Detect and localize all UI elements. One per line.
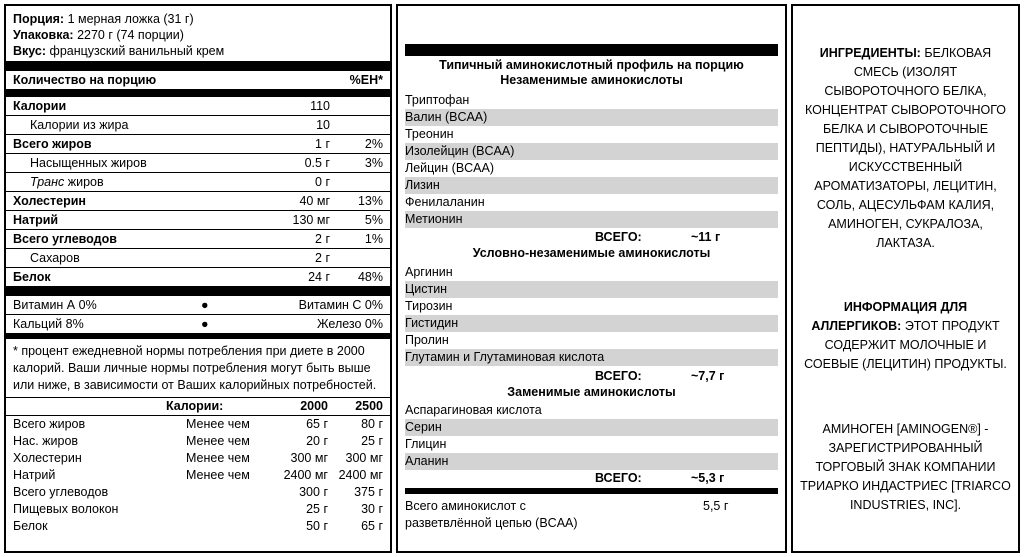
dv-label: %ЕН*	[349, 73, 383, 87]
package-label: Упаковка:	[13, 28, 74, 42]
vitamin-row	[6, 296, 390, 315]
protein-label: Белок	[13, 270, 51, 284]
amount-per-serving-row	[6, 71, 390, 90]
daily-row-name: Всего углеводов	[13, 485, 109, 499]
essential-total-label: ВСЕГО:	[595, 230, 642, 244]
daily-head-2500: 2500	[355, 399, 383, 413]
nutrition-facts-panel	[4, 4, 392, 553]
protein-pct: 48%	[357, 270, 383, 284]
amino-acid-panel	[396, 4, 787, 553]
bcaa-value: 5,5 г	[703, 499, 729, 513]
trans-fat-label	[30, 175, 104, 189]
conditional-title: Условно-незаменимые аминокислоты	[472, 246, 711, 260]
nonessential-title: Заменимые аминокислоты	[507, 385, 676, 399]
daily-row-name: Холестерин	[13, 451, 82, 465]
sugar-label: Сахаров	[30, 251, 80, 265]
daily-row-name: Натрий	[13, 468, 56, 482]
footnote: * процент ежедневной нормы потребления при диете в 2000 калорий. Ваши личные нормы потребления могут быть выше или ниже, в зависимости от Ваших калорийных потребностей.	[13, 344, 377, 392]
sodium-pct: 5%	[364, 213, 383, 227]
cholesterol-pct: 13%	[357, 194, 383, 208]
sodium-value: 130 мг	[292, 213, 330, 227]
daily-row-2500: 30 г	[361, 502, 383, 516]
protein-row	[6, 268, 390, 286]
bcaa-row	[405, 498, 778, 532]
daily-head-2000: 2000	[300, 399, 328, 413]
conditional-total-row	[405, 368, 778, 385]
table-row	[6, 450, 390, 467]
carb-row	[6, 230, 390, 249]
daily-row-2500: 375 г	[354, 485, 383, 499]
vitamin-a: Витамин А 0%	[13, 298, 97, 312]
list-item: Лизин	[405, 177, 778, 194]
flavor-label: Вкус:	[13, 44, 47, 58]
calories-label: Калории	[13, 99, 67, 113]
amount-per-serving-label: Количество на порцию	[13, 73, 157, 87]
bullet-icon: ●	[201, 298, 209, 312]
total-fat-label: Всего жиров	[13, 137, 92, 151]
flavor-line	[13, 43, 383, 59]
sat-fat-label: Насыщенных жиров	[30, 156, 147, 170]
total-fat-value: 1 г	[315, 137, 330, 151]
protein-value: 24 г	[308, 270, 330, 284]
package-line	[13, 27, 383, 43]
serving-line	[13, 11, 383, 27]
total-fat-pct: 2%	[364, 137, 383, 151]
daily-row-2000: 25 г	[306, 502, 328, 516]
conditional-total-label: ВСЕГО:	[595, 369, 642, 383]
trans-italic: Транс	[30, 175, 65, 189]
daily-row-name: Пищевых волокон	[13, 502, 119, 516]
ingredients-panel	[791, 4, 1020, 553]
carb-label: Всего углеводов	[13, 232, 117, 246]
daily-head-calories: Калории:	[166, 399, 224, 413]
calories-fat-label: Калории из жира	[30, 118, 129, 132]
trans-fat-row	[6, 173, 390, 192]
calories-value: 110	[310, 99, 330, 113]
sat-fat-pct: 3%	[364, 156, 383, 170]
trademark-notice: АМИНОГЕН [AMINOGEN®] - ЗАРЕГИСТРИРОВАННЫЙ ТОРГОВЫЙ ЗНАК КОМПАНИИ ТРИАРКО ИНДАСТРИЕС [TRIARCO INDUSTRIES, INC].	[800, 422, 1011, 512]
table-row	[6, 416, 390, 433]
list-item: Треонин	[405, 127, 454, 141]
sugar-row	[6, 249, 390, 268]
serving-info	[6, 6, 390, 59]
list-item: Триптофан	[405, 93, 470, 107]
daily-row-qual: Менее чем	[186, 434, 250, 448]
total-fat-row	[6, 135, 390, 154]
medium-divider	[6, 90, 390, 97]
daily-row-2000: 65 г	[306, 417, 328, 431]
mineral-row	[6, 315, 390, 333]
carb-pct: 1%	[364, 232, 383, 246]
list-item: Гистидин	[405, 315, 778, 332]
medium-divider	[405, 488, 778, 494]
serving-value: 1 мерная ложка (31 г)	[67, 12, 194, 26]
cholesterol-value: 40 мг	[299, 194, 330, 208]
daily-row-2500: 300 мг	[345, 451, 383, 465]
ingredients-block	[799, 44, 1012, 253]
list-item: Глицин	[405, 437, 447, 451]
list-item: Изолейцин (BCAA)	[405, 143, 778, 160]
sugar-value: 2 г	[315, 251, 330, 265]
nonessential-total-value: ~5,3 г	[691, 471, 725, 485]
table-row	[6, 501, 390, 518]
list-item: Аргинин	[405, 265, 453, 279]
list-item: Цистин	[405, 281, 778, 298]
calcium: Кальций 8%	[13, 317, 84, 331]
amino-title: Типичный аминокислотный профиль на порцию	[439, 58, 744, 72]
carb-value: 2 г	[315, 232, 330, 246]
daily-row-2500: 80 г	[361, 417, 383, 431]
daily-row-2500: 2400 мг	[338, 468, 383, 482]
thick-divider	[6, 61, 390, 71]
daily-row-qual: Менее чем	[186, 468, 250, 482]
package-value: 2270 г (74 порции)	[77, 28, 184, 42]
sat-fat-row	[6, 154, 390, 173]
list-item: Пролин	[405, 333, 449, 347]
table-row	[6, 518, 390, 535]
thick-divider	[6, 286, 390, 296]
daily-row-qual: Менее чем	[186, 451, 250, 465]
daily-row-2000: 300 мг	[290, 451, 328, 465]
calories-row	[6, 97, 390, 116]
essential-total-value: ~11 г	[691, 230, 721, 244]
list-item: Аспарагиновая кислота	[405, 403, 542, 417]
ingredients-label: ИНГРЕДИЕНТЫ:	[819, 46, 921, 60]
allergen-block	[799, 298, 1012, 374]
daily-row-name: Всего жиров	[13, 417, 86, 431]
cholesterol-row	[6, 192, 390, 211]
essential-total-row	[405, 229, 778, 246]
list-item: Валин (BCAA)	[405, 109, 778, 126]
iron: Железо 0%	[317, 317, 383, 331]
daily-row-2000: 50 г	[306, 519, 328, 533]
trans-rest: жиров	[64, 175, 104, 189]
list-item: Фенилаланин	[405, 195, 485, 209]
essential-title: Незаменимые аминокислоты	[500, 73, 683, 87]
daily-values-table	[6, 397, 390, 535]
allergen-label: ИНФОРМАЦИЯ ДЛЯ АЛЛЕРГИКОВ:	[811, 300, 968, 333]
table-row	[6, 467, 390, 484]
list-item: Глутамин и Глутаминовая кислота	[405, 349, 778, 366]
list-item: Метионин	[405, 211, 778, 228]
daily-row-2000: 2400 мг	[283, 468, 328, 482]
calories-fat-row	[6, 116, 390, 135]
list-item: Серин	[405, 419, 778, 436]
daily-row-2000: 20 г	[306, 434, 328, 448]
daily-row-2000: 300 г	[299, 485, 328, 499]
vitamin-c: Витамин С 0%	[298, 298, 383, 312]
calories-fat-value: 10	[316, 118, 330, 132]
daily-row-2500: 65 г	[361, 519, 383, 533]
table-row	[6, 433, 390, 450]
sat-fat-value: 0.5 г	[304, 156, 330, 170]
daily-row-name: Нас. жиров	[13, 434, 79, 448]
trans-fat-value: 0 г	[315, 175, 330, 189]
cholesterol-label: Холестерин	[13, 194, 86, 208]
sodium-row	[6, 211, 390, 230]
conditional-total-value: ~7,7 г	[691, 369, 725, 383]
ingredients-text: БЕЛКОВАЯ СМЕСЬ (ИЗОЛЯТ СЫВОРОТОЧНОГО БЕЛКА, КОНЦЕНТРАТ СЫВОРОТОЧНОГО БЕЛКА И СЫВОРОТОЧНЫЕ ПЕПТИДЫ), НАТУРАЛЬНЫЙ И ИСКУССТВЕННЫЙ АРОМАТИЗАТОРЫ, ЛЕЦИТИН, СОЛЬ, АЦЕСУЛЬФАМ КАЛИЯ, АМИНОГЕН, СУКРАЛОЗА, ЛАКТАЗА.	[804, 46, 1007, 250]
daily-row-name: Белок	[13, 519, 48, 533]
nonessential-total-label: ВСЕГО:	[595, 471, 642, 485]
allergen-text: ЭТОТ ПРОДУКТ СОДЕРЖИТ МОЛОЧНЫЕ И СОЕВЫЕ (ЛЕЦИТИН) ПРОДУКТЫ.	[804, 319, 1007, 371]
flavor-value: французский ванильный крем	[49, 44, 225, 58]
serving-label: Порция:	[13, 12, 65, 26]
list-item: Лейцин (BCAA)	[405, 161, 495, 175]
list-item: Тирозин	[405, 299, 453, 313]
sodium-label: Натрий	[13, 213, 59, 227]
daily-row-qual: Менее чем	[186, 417, 250, 431]
table-row	[6, 484, 390, 501]
list-item: Аланин	[405, 453, 778, 470]
bullet-icon: ●	[201, 317, 209, 331]
daily-table-header	[6, 398, 390, 415]
nonessential-total-row	[405, 470, 778, 487]
thick-divider	[405, 44, 778, 56]
daily-row-2500: 25 г	[361, 434, 383, 448]
bcaa-label: Всего аминокислот с разветвлённой цепью (BCAA)	[405, 499, 578, 530]
